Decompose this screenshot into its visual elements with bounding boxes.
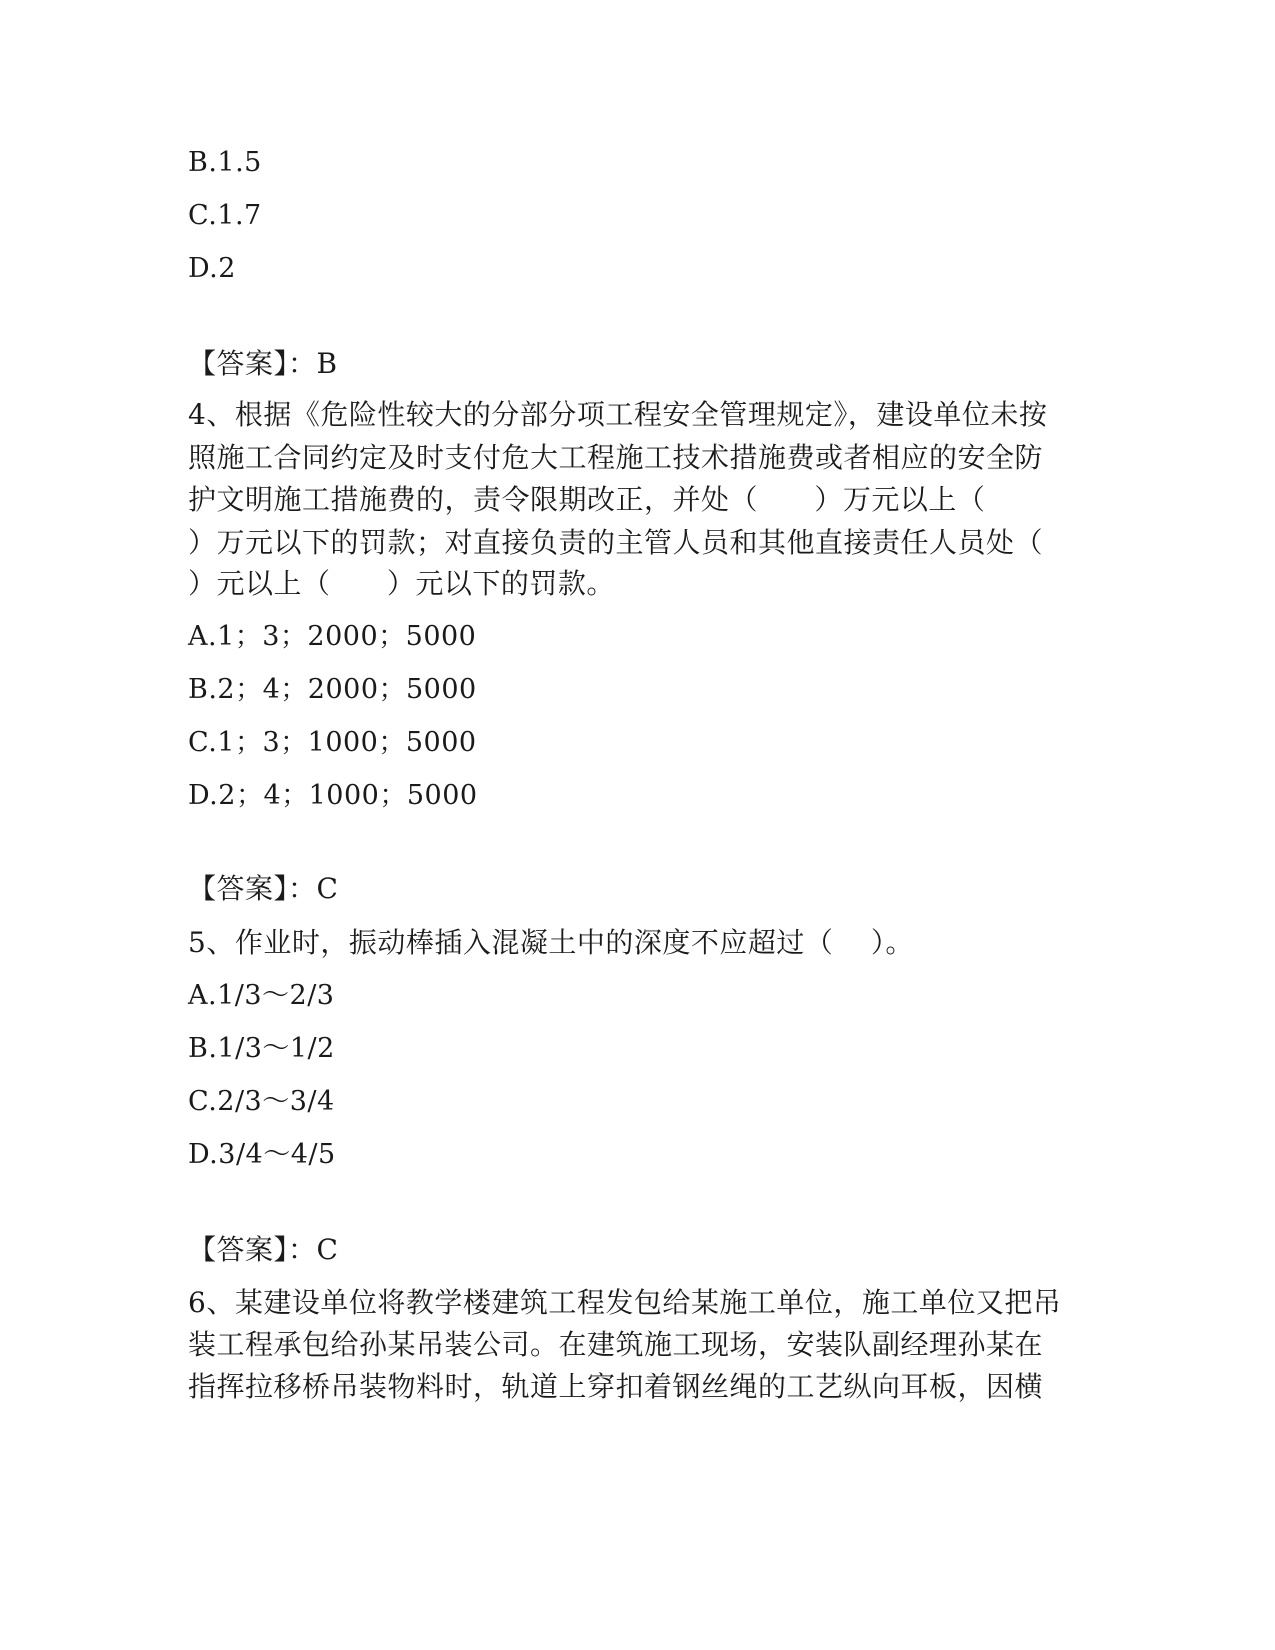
q4-option-b: B.2；4；2000；5000: [188, 674, 477, 705]
q4-stem-line-1: 4、根据《危险性较大的分部分项工程安全管理规定》，建设单位未按: [188, 398, 1048, 431]
q5-option-a: A.1/3～2/3: [188, 980, 335, 1011]
q4-option-d: D.2；4；1000；5000: [188, 780, 478, 811]
q3-option-b: B.1.5: [188, 147, 262, 178]
q4-stem-line-3: 护文明施工措施费的，责令限期改正，并处（ ）万元以上（: [188, 483, 986, 516]
q3-option-c: C.1.7: [188, 200, 262, 231]
q4-stem-line-5: ）元以上（ ）元以下的罚款。: [188, 567, 615, 600]
q4-stem-line-4: ）万元以下的罚款；对直接负责的主管人员和其他直接责任人员处（: [188, 526, 1044, 559]
q6-stem-line-3: 指挥拉移桥吊装物料时，轨道上穿扣着钢丝绳的工艺纵向耳板，因横: [188, 1370, 1044, 1403]
q4-stem-line-2: 照施工合同约定及时支付危大工程施工技术措施费或者相应的安全防: [188, 441, 1044, 474]
q6-stem-line-1: 6、某建设单位将教学楼建筑工程发包给某施工单位，施工单位又把吊: [188, 1286, 1062, 1319]
q3-answer: 【答案】：B: [188, 347, 338, 380]
q5-option-b: B.1/3～1/2: [188, 1033, 335, 1064]
q4-option-a: A.1；3；2000；5000: [188, 621, 477, 652]
q6-stem-line-2: 装工程承包给孙某吊装公司。在建筑施工现场，安装队副经理孙某在: [188, 1328, 1044, 1361]
q3-option-d: D.2: [188, 253, 236, 284]
q4-answer: 【答案】：C: [188, 872, 339, 905]
q4-option-c: C.1；3；1000；5000: [188, 727, 477, 758]
q5-option-d: D.3/4～4/5: [188, 1139, 336, 1170]
q5-answer: 【答案】：C: [188, 1233, 339, 1266]
q5-stem-line-1: 5、作业时，振动棒插入混凝土中的深度不应超过（ ）。: [188, 926, 914, 959]
q5-option-c: C.2/3～3/4: [188, 1086, 335, 1117]
